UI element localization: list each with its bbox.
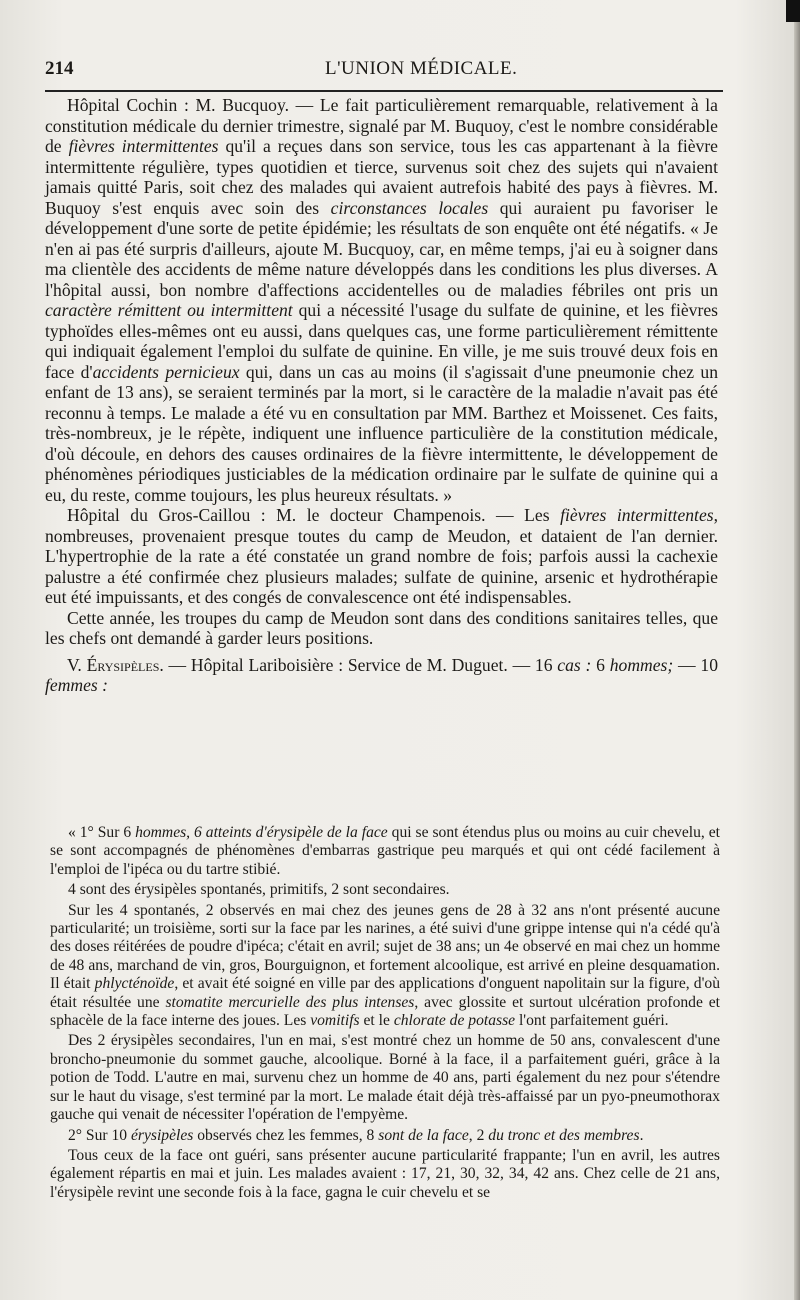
italic-text-run: phlycténoïde [94, 975, 175, 993]
italic-text-run: vomitifs [310, 1012, 360, 1030]
text-run: qu'il a reçues dans son service, tous les cas appartenant à la fièvre intermittente régulière, types quotidien et tierce, survenus soit chez des sujets qui n'avaient jamais quitté Paris, soit chez des malades qui avaient autrefois habité des pays à fièvres. M. Buquoy s'est enquis avec soin des [45, 136, 718, 218]
quote-paragraph [50, 1127, 720, 1145]
italic-text-run: sont de la face [378, 1126, 469, 1144]
text-run: Des 2 érysipèles secondaires, l'un en mai, s'est montré chez un homme de 50 ans, convalescent d'une broncho-pneumonie du sommet gauche, alcoolique. Borné à la face, il a parfaitement guéri, grâce à la potion de Todd. L'autre en mai, survenu chez un homme de 40 ans, parti également du nez pour s'étendre sur le haut du visage, s'est terminé par la mort. Le malade était déjà très-affaissé par un pyo-pneumothorax gauche qui venait de nécessiter l'opération de l'empyème. [50, 1032, 720, 1124]
text-run: . — Hôpital Lariboisière : Service de M. Duguet. — 16 [159, 654, 558, 675]
text-run: — 10 [673, 654, 718, 675]
text-run: qui auraient pu favoriser le développement d'une sorte de petite épidémie; les résultats de son enquête ont été négatifs. « Je n'en ai pas été surpris d'ailleurs, ajoute M. Bucquoy, car, en même temps, j'ai eu à soigner dans ma clientèle des accidents de même nature développés dans les conditions les plus diverses. A l'hôpital aussi, bon nombre d'affections accidentelles ou de maladies fébriles ont pris un [45, 197, 718, 300]
quote-paragraph [50, 881, 720, 899]
italic-text-run: femmes : [45, 675, 109, 695]
quote-paragraph [50, 1147, 720, 1202]
italic-text-run: du tronc et des membres [488, 1126, 640, 1144]
section-heading-erysipeles [45, 655, 718, 696]
text-run: , 2 [468, 1126, 489, 1144]
quoted-report [50, 824, 720, 1204]
text-run: , nombreuses, provenaient presque toutes du camp de Meudon, et dataient de l'an dernier. L'hypertrophie de la rate a été constatée un grand nombre de fois; parfois aussi la cachexie palustre a été confirmée chez plusieurs malades; sulfate de quinine, arsenic et hydrothérapie eut été impuissants, et des congés de convalescence ont été indispensables. [45, 505, 719, 607]
text-run: 6 [591, 654, 610, 675]
italic-text-run: accidents pernicieux [92, 361, 240, 382]
text-run: Cette année, les troupes du camp de Meudon sont dans des conditions sanitaires telles, que les chefs ont demandé à garder leurs positions. [45, 607, 718, 648]
body-paragraph [45, 608, 718, 649]
text-run: l'ont parfaitement guéri. [515, 1012, 669, 1030]
italic-text-run: caractère rémittent ou intermittent [45, 300, 293, 320]
header-rule [45, 90, 723, 92]
corner-mark [786, 0, 800, 22]
italic-text-run: fièvres intermittentes [560, 505, 714, 525]
body-paragraph [45, 95, 718, 505]
book-spine-shadow [794, 0, 800, 1300]
text-run: , et avait été soigné en ville par des applications d'onguent napolitain sur la figure, d'où était résultée une [50, 975, 720, 1011]
italic-text-run: fièvres intermittentes [68, 136, 219, 156]
body-paragraph [45, 505, 718, 608]
text-run: observés chez les femmes, 8 [193, 1126, 379, 1144]
text-run: V. [67, 654, 87, 675]
italic-text-run: cas : [557, 654, 592, 675]
italic-text-run: hommes, 6 atteints d'érysipèle de la face [135, 824, 388, 841]
text-run: 2° Sur 10 [68, 1126, 131, 1144]
text-run: qui, dans un cas au moins (il s'agissait d'une pneumonie chez un enfant de 13 ans), se seraient terminés par la mort, si le caractère de la maladie n'avait pas été reconnu à temps. Le malade a été vu en consultation par MM. Barthez et Moissenet. Ces faits, très-nombreux, je le répète, indiquent une influence particulière de la constitution médicale, d'où découle, en dehors des causes ordinaires de la fièvre intermittente, le développement de phénomènes périodiques justiciables de la médication ordinaire par le sulfate de quinine qui a eu, du reste, comme toujours, les plus heureux résultats. » [45, 361, 718, 505]
italic-text-run: circonstances locales [330, 197, 489, 218]
quote-paragraph [50, 902, 720, 1031]
text-run: et le [359, 1012, 394, 1030]
text-run: Érysipèles [86, 654, 160, 675]
text-run: . [639, 1126, 644, 1144]
text-run: Hôpital Cochin : M. Bucquoy. — Le fait particulièrement remarquable, relativement à la constitution médicale du dernier trimestre, signalé par M. Buquoy, c'est le nombre considérable de [45, 95, 718, 156]
page-header [45, 58, 723, 86]
text-run: Hôpital du Gros-Caillou : M. le docteur Champenois. — Les [67, 505, 561, 525]
text-run: 4 sont des érysipèles spontanés, primitifs, 2 sont secondaires. [68, 881, 450, 899]
italic-text-run: érysipèles [130, 1126, 194, 1144]
text-run: qui se sont étendus plus ou moins au cuir chevelu, et se sont accompagnés de phénomènes d'embarras gastrique peu marqués et qui ont cédé facilement à l'emploi de l'ipéca ou du tartre stibié. [50, 824, 720, 878]
italic-text-run: chlorate de potasse [393, 1012, 516, 1030]
main-text [45, 95, 718, 696]
text-run: Sur les 4 spontanés, 2 observés en mai chez des jeunes gens de 28 à 32 ans n'ont présenté aucune particularité; un troisième, sorti sur la face par les narines, a été suivi d'une grippe intense qui n'a cédé qu'à des doses réitérées de poudre d'ipéca; c'était en avril; sujet de 38 ans; un 4e observé en mai chez un homme de 48 ans, marchand de vin, gros, Bourguignon, et fortement alcoolique, est arrivé en pleine desquamation. Il était [50, 901, 720, 993]
text-run: qui a nécessité l'usage du sulfate de quinine, et les fièvres typhoïdes elles-mêmes ont eu aussi, dans quelques cas, une forme particulièrement rémittente qui indiquait également l'emploi du sulfate de quinine. En ville, je me suis trouvé deux fois en face d' [45, 300, 718, 382]
text-run: , avec glossite et surtout ulcération profonde et sphacèle de la face interne des joues. Les [50, 993, 720, 1030]
running-title: L'UNION MÉDICALE. [325, 58, 518, 79]
quote-paragraph [50, 824, 720, 879]
text-run: Tous ceux de la face ont guéri, sans présenter aucune particularité frappante; l'un en avril, les autres également répartis en mai et juin. Les malades avaient : 17, 21, 30, 32, 34, 42 ans. Chez celle de 21 ans, l'érysipèle revint une seconde fois à la face, gagna le cuir chevelu et se [50, 1146, 720, 1201]
italic-text-run: hommes; [609, 654, 674, 675]
italic-text-run: stomatite mercurielle des plus intenses [165, 993, 415, 1011]
text-run: « 1° Sur 6 [68, 824, 136, 841]
quote-paragraph [50, 1032, 720, 1124]
page-number: 214 [45, 58, 74, 79]
